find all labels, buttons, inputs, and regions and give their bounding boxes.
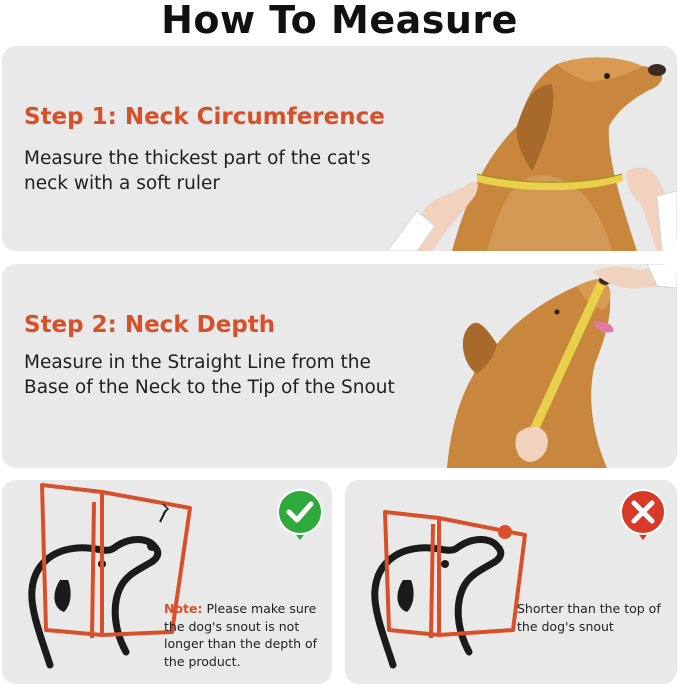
x-mark-icon <box>619 488 667 544</box>
checkmark-icon <box>276 488 324 544</box>
step2-description: Measure in the Straight Line from the Base of the Neck to the Tip of the Snout <box>24 352 395 398</box>
correct-fit-note <box>164 600 330 670</box>
step1-description: Measure the thickest part of the cat's neck with a soft ruler <box>24 148 371 194</box>
correct-fit-panel <box>2 480 332 684</box>
step1-title: Step 1: Neck Circumference <box>24 104 385 130</box>
note-label: Note: <box>164 601 203 616</box>
note-text: Please make sure the dog's snout is not longer than the depth of the product. <box>164 601 318 669</box>
dog-depth-measure-photo <box>417 264 677 468</box>
page-title: How To Measure <box>161 0 518 42</box>
incorrect-fit-text: Shorter than the top of the dog's snout <box>517 601 661 634</box>
step1-panel <box>2 46 677 251</box>
step2-panel <box>2 264 677 468</box>
dog-neck-measure-photo <box>357 46 677 251</box>
step2-title: Step 2: Neck Depth <box>24 312 276 338</box>
incorrect-fit-panel <box>345 480 677 684</box>
